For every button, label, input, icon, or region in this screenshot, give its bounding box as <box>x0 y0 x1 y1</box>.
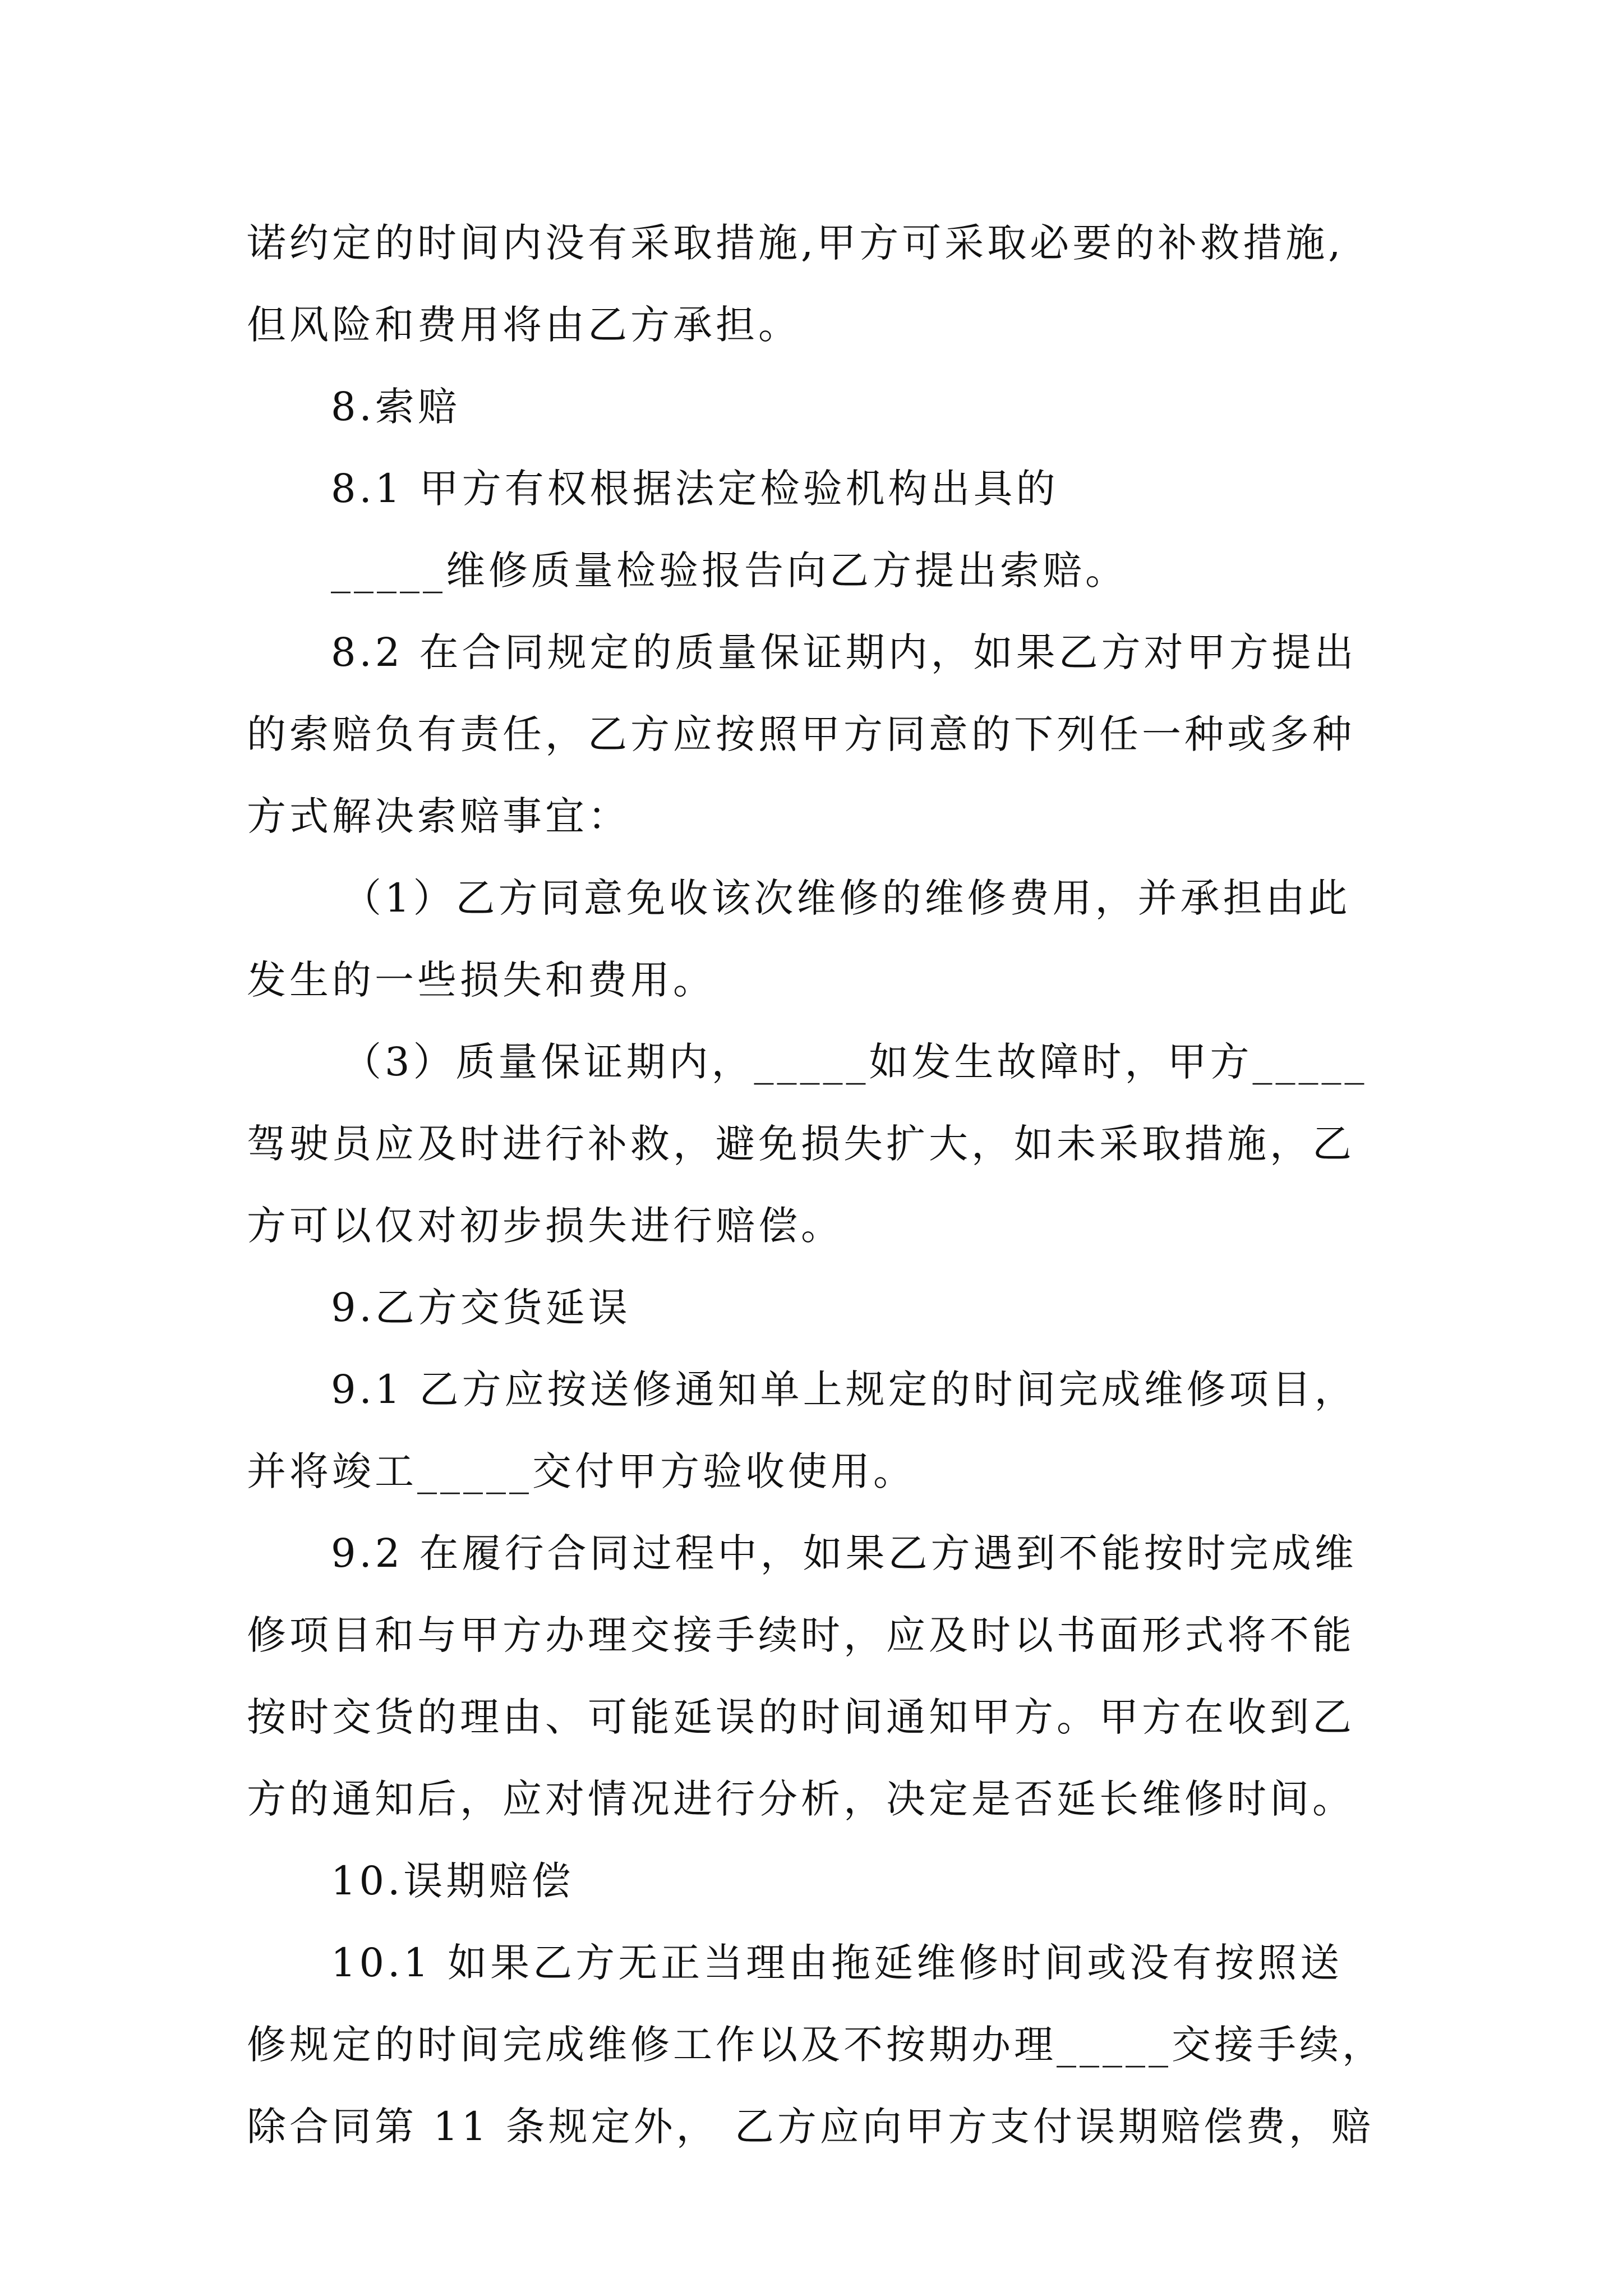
text-line: 10.1 如果乙方无正当理由拖延维修时间或没有按照送 <box>331 1940 1343 1986</box>
text-line: 方可以仅对初步损失进行赔偿。 <box>247 1203 843 1249</box>
section-heading: 8.索赔 <box>331 384 460 430</box>
text-line: 并将竣工_____交付甲方验收使用。 <box>247 1448 916 1494</box>
text-line: 但风险和费用将由乙方承担。 <box>247 302 801 348</box>
text-line: （3）质量保证期内，_____如发生故障时，甲方_____ <box>342 1039 1368 1085</box>
text-line: 8.2 在合同规定的质量保证期内，如果乙方对甲方提出 <box>331 629 1357 675</box>
text-line: 修项目和与甲方办理交接手续时，应及时以书面形式将不能 <box>247 1612 1355 1658</box>
section-heading: 9.乙方交货延误 <box>331 1285 631 1331</box>
text-line: 9.1 乙方应按送修通知单上规定的时间完成维修项目， <box>331 1366 1357 1412</box>
text-line: 8.1 甲方有权根据法定检验机构出具的 <box>331 466 1059 512</box>
document-body <box>247 202 1413 2168</box>
text-line: 的索赔负有责任，乙方应按照甲方同意的下列任一种或多种 <box>247 711 1355 757</box>
text-line: 除合同第 11 条规定外， 乙方应向甲方支付误期赔偿费，赔 <box>247 2104 1374 2150</box>
text-line: _____维修质量检验报告向乙方提出索赔。 <box>331 547 1128 593</box>
text-line: 9.2 在履行合同过程中，如果乙方遇到不能按时完成维 <box>331 1530 1357 1576</box>
text-line: 修规定的时间完成维修工作以及不按期办理_____交接手续， <box>247 2022 1385 2068</box>
text-line: 驾驶员应及时进行补救，避免损失扩大，如未采取措施，乙 <box>247 1121 1355 1167</box>
text-line: 方式解决索赔事宜： <box>247 793 630 839</box>
text-line: 方的通知后，应对情况进行分析，决定是否延长维修时间。 <box>247 1776 1355 1822</box>
text-line: 按时交货的理由、可能延误的时间通知甲方。甲方在收到乙 <box>247 1694 1355 1740</box>
text-line: （1）乙方同意免收该次维修的维修费用，并承担由此 <box>342 875 1351 921</box>
text-line: 发生的一些损失和费用。 <box>247 957 716 1003</box>
section-heading: 10.误期赔偿 <box>331 1858 574 1904</box>
text-line: 诺约定的时间内没有采取措施,甲方可采取必要的补救措施, <box>247 220 1344 266</box>
